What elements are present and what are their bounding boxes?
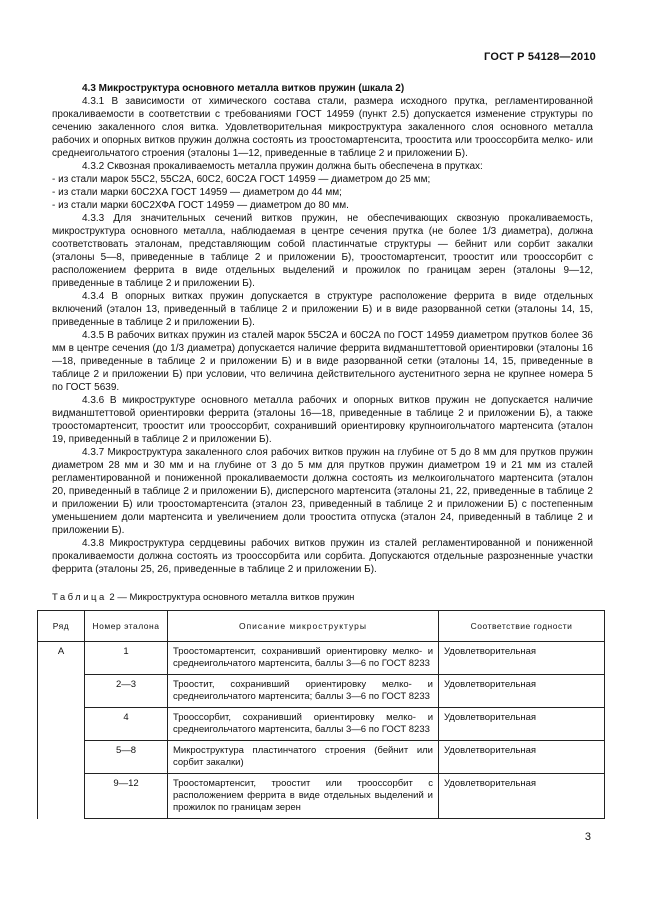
header-description-col: Описание микроструктуры: [168, 611, 439, 642]
table-caption: [52, 592, 593, 604]
paragraph-4-3-2: 4.3.2 Сквозная прокаливаемость металла пружин должна быть обеспечена в прутках:: [82, 161, 483, 172]
table-row: [38, 741, 605, 774]
row-label-empty: [38, 708, 85, 741]
standard-number: 4: [85, 708, 168, 741]
row-label-empty: [38, 675, 85, 708]
structure-description: Троостомартенсит, сохранивший ориентировку мелко- и среднеигольчатого мартенсита, баллы 3—6 по ГОСТ 8233: [168, 642, 439, 675]
paragraph-4-3-6: 4.3.6 В микроструктуре основного металла рабочих и опорных витков пружин не допускается наличие видманштеттовой ориентировки феррита (эталоны 16—18, приведенные в таблице 2 и приложении Б), а также троостомартенсит, троостит или трооссорбит, сохранивший ориентировку крупноигольчатого мартенсита (эталон 19, приведенный в таблице 2 и приложении Б).: [52, 395, 593, 445]
table-row: [38, 708, 605, 741]
standard-number: 1: [85, 642, 168, 675]
structure-description: Микроструктура пластинчатого строения (бейнит или сорбит закалки): [168, 741, 439, 774]
table-caption-text: 2 — Микроструктура основного металла витков пружин: [109, 592, 355, 603]
page-number: 3: [584, 831, 591, 843]
standard-number: 5—8: [85, 741, 168, 774]
table-caption-label: Таблица: [52, 592, 107, 603]
table-header-row: [38, 611, 605, 642]
paragraph-4-3-4: 4.3.4 В опорных витках пружин допускается в структуре расположение феррита в виде отдельных включений (эталон 13, приведенный в таблице 2 и приложении Б) и в виде разорванной сетки (эталоны 14, 15, приведенные в таблице 2 и приложении Б).: [52, 291, 593, 328]
header-row-col: Ряд: [38, 611, 85, 642]
suitability-value: Удовлетворительная: [439, 741, 605, 774]
microstructure-table: [37, 610, 605, 819]
standard-header: ГОСТ Р 54128—2010: [484, 51, 596, 63]
table-row: [38, 675, 605, 708]
paragraph-4-3-8: 4.3.8 Микроструктура сердцевины рабочих витков пружин из сталей регламентированной и пониженной прокаливаемости должна состоять из трооссорбита или сорбита. Допускаются отдельные разрозненные участки феррита (эталоны 25, 26, приведенные в таблице 2 и приложении Б).: [52, 538, 593, 575]
paragraph-4-3-5: 4.3.5 В рабочих витках пружин из сталей марок 55С2А и 60С2А по ГОСТ 14959 диаметром прутков более 36 мм в центре сечения (до 1/3 диаметра) допускается наличие феррита видманштеттовой ориентировки (эталоны 16—18, приведенные в таблице 2 и приложении Б) и в виде разорванной сетки (эталоны 14, 15, приведенные в таблице 2 и приложении Б) при условии, что величина действительного аустенитного зерна не крупнее номера 5 по ГОСТ 5639.: [52, 330, 593, 393]
row-label-empty: [38, 741, 85, 774]
row-label-empty: [38, 774, 85, 819]
suitability-value: Удовлетворительная: [439, 774, 605, 819]
paragraph-4-3-3: 4.3.3 Для значительных сечений витков пружин, не обеспечивающих сквозную прокаливаемость, микроструктура основного металла, наблюдаемая в центре сечения прутка (не более 1/3 диаметра), должна соответствовать эталонам, представляющим собой пластинчатые структуры — бейнит или сорбит закалки (эталоны 5—8, приведенные в таблице 2 и приложении Б), троостомартенсит, троостит или трооссорбит с расположением феррита в виде отдельных выделений и прожилок по границам зерен (эталоны 9—12, приведенные в таблице 2 и приложении Б).: [52, 213, 593, 289]
structure-description: Троостомартенсит, троостит или трооссорбит с расположением феррита в виде отдельных выделений и прожилок по границам зерен: [168, 774, 439, 819]
table-row: [38, 642, 605, 675]
structure-description: Троостит, сохранивший ориентировку мелко- и среднеигольчатого мартенсита; баллы 3—6 по ГОСТ 8233: [168, 675, 439, 708]
dash-item-2: - из стали марки 60С2ХА ГОСТ 14959 — диаметром до 44 мм;: [52, 187, 342, 198]
row-label: А: [38, 642, 85, 675]
dash-item-1: - из стали марок 55С2, 55С2А, 60С2, 60С2А ГОСТ 14959 — диаметром до 25 мм;: [52, 174, 431, 185]
standard-number: 2—3: [85, 675, 168, 708]
paragraph-4-3-1: 4.3.1 В зависимости от химического состава стали, размера исходного прутка, регламентированной прокаливаемости в соответствии с требованиями ГОСТ 14959 (пункт 2.5) допускается изменение структуры по сечению закаленного слоя витка. Удовлетворительная микроструктура закаленного слоя основного металла рабочих и опорных витков пружин должна состоять из троостомартенсита, троостита или трооссорбита мелко- или среднеигольчатого строения (эталоны 1—12, приведенные в таблице 2 и приложении Б).: [52, 96, 593, 159]
header-number-col: Номер эталона: [85, 611, 168, 642]
dash-item-3: - из стали марки 60С2ХФА ГОСТ 14959 — диаметром до 80 мм.: [52, 200, 349, 211]
paragraph-4-3-7: 4.3.7 Микроструктура закаленного слоя рабочих витков пружин на глубине от 5 до 8 мм для прутков пружин диаметром 28 мм и 30 мм и на глубине от 3 до 5 мм для прутков пружин диаметром 19 и 21 мм из сталей регламентированной и пониженной прокаливаемости должна состоять из мелкоигольчатого мартенсита (эталон 20, приведенный в таблице 2 и приложении Б), дисперсного мартенсита (эталоны 21, 22, приведенные в таблице 2 и приложении Б) или троостомартенсита (эталон 23, приведенный в таблице 2 и приложении Б) с постепенным уменьшением доли мартенсита и увеличением доли троостита отпуска (эталон 24, приведенный в таблице 2 и приложении Б).: [52, 447, 593, 536]
section-body: [52, 82, 593, 576]
table-row: [38, 774, 605, 819]
standard-number: 9—12: [85, 774, 168, 819]
suitability-value: Удовлетворительная: [439, 708, 605, 741]
suitability-value: Удовлетворительная: [439, 675, 605, 708]
suitability-value: Удовлетворительная: [439, 642, 605, 675]
header-suitability-col: Соответствие годности: [439, 611, 605, 642]
structure-description: Трооссорбит, сохранивший ориентировку мелко- и среднеигольчатого мартенсита, баллы 3—6 по ГОСТ 8233: [168, 708, 439, 741]
section-heading: 4.3 Микроструктура основного металла витков пружин (шкала 2): [82, 83, 405, 94]
